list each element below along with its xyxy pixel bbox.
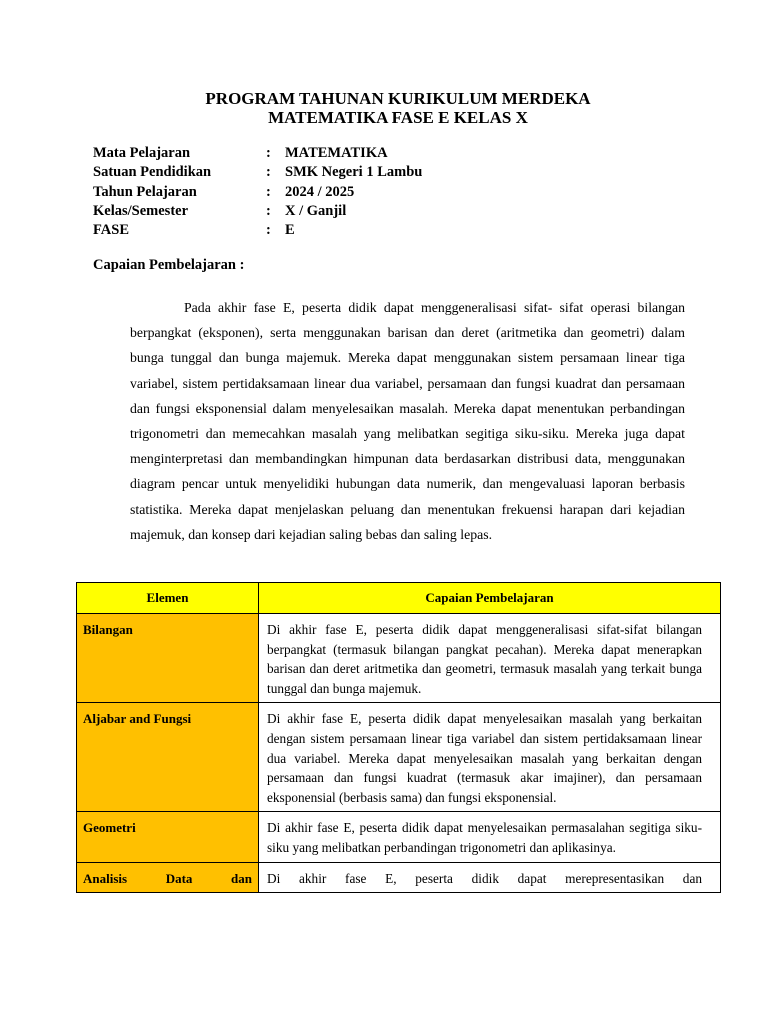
capaian-heading: Capaian Pembelajaran : [93,257,245,273]
info-colon: : [266,183,271,200]
table-row [77,812,721,862]
table-row [77,614,721,703]
info-colon: : [266,222,271,239]
document-title-line2: MATEMATIKA FASE E KELAS X [268,108,528,127]
info-label: FASE [93,222,129,239]
capaian-cell: Di akhir fase E, peserta didik dapat merepresentasikan dan [259,862,721,893]
elemen-cell: Analisis Data dan [77,862,259,893]
info-value: SMK Negeri 1 Lambu [285,164,423,181]
info-value: X / Ganjil [285,202,347,219]
info-label: Satuan Pendidikan [93,164,212,181]
info-label: Kelas/Semester [93,202,189,219]
capaian-cell: Di akhir fase E, peserta didik dapat menyelesaikan permasalahan segitiga siku-siku yang melibatkan perbandingan trigonometri dan aplikasinya. [259,812,721,862]
capaian-table [76,582,721,893]
column-header-capaian: Capaian Pembelajaran [259,583,721,614]
capaian-cell: Di akhir fase E, peserta didik dapat menyelesaikan masalah yang berkaitan dengan sistem persamaan linear tiga variabel dan sistem pertidaksamaan linear dua variabel. Mereka dapat menyelesaikan masalah yang berkaitan dengan persamaan dan fungsi kuadrat (termasuk akar imajiner), dan persamaan eksponensial (berbasis sama) dan fungsi eksponensial. [259,703,721,812]
table-row [77,703,721,812]
table-row [77,862,721,893]
elemen-cell: Geometri [77,812,259,862]
capaian-paragraph: Pada akhir fase E, peserta didik dapat menggeneralisasi sifat- sifat operasi bilangan berpangkat (eksponen), serta menggunakan barisan dan deret (aritmetika dan geometri) dalam bunga tunggal dan bunga majemuk. Mereka dapat menggunakan sistem persamaan linear tiga variabel, sistem pertidaksamaan linear dua variabel, persamaan dan fungsi kuadrat dan persamaan dan fungsi eksponensial dalam menyelesaikan masalah. Mereka dapat menentukan perbandingan trigonometri dan memecahkan masalah yang melibatkan segitiga siku-siku. Mereka juga dapat menginterpretasi dan membandingkan himpunan data berdasarkan distribusi data, menggunakan diagram pencar untuk menyelidiki hubungan data numerik, dan mengevaluasi laporan berbasis statistika. Mereka dapat menjelaskan peluang dan menentukan frekuensi harapan dari kejadian majemuk, dan konsep dari kejadian saling bebas dan saling lepas. [130,300,685,542]
info-colon: : [266,164,271,181]
column-header-elemen: Elemen [77,583,259,614]
info-label: Tahun Pelajaran [93,183,197,200]
elemen-cell: Bilangan [77,614,259,703]
document-title-line1: PROGRAM TAHUNAN KURIKULUM MERDEKA [205,89,591,108]
info-colon: : [266,202,271,219]
info-value: MATEMATIKA [285,145,388,161]
capaian-cell: Di akhir fase E, peserta didik dapat menggeneralisasi sifat-sifat bilangan berpangkat (termasuk bilangan pangkat pecahan). Mereka dapat menerapkan barisan dan deret aritmetika dan geometri, termasuk masalah yang terkait bunga tunggal dan bunga majemuk. [259,614,721,703]
table-header-row [77,583,721,614]
elemen-cell: Aljabar and Fungsi [77,703,259,812]
info-colon: : [266,145,271,161]
info-value: E [285,222,295,239]
info-label: Mata Pelajaran [93,145,191,161]
info-value: 2024 / 2025 [285,183,355,200]
